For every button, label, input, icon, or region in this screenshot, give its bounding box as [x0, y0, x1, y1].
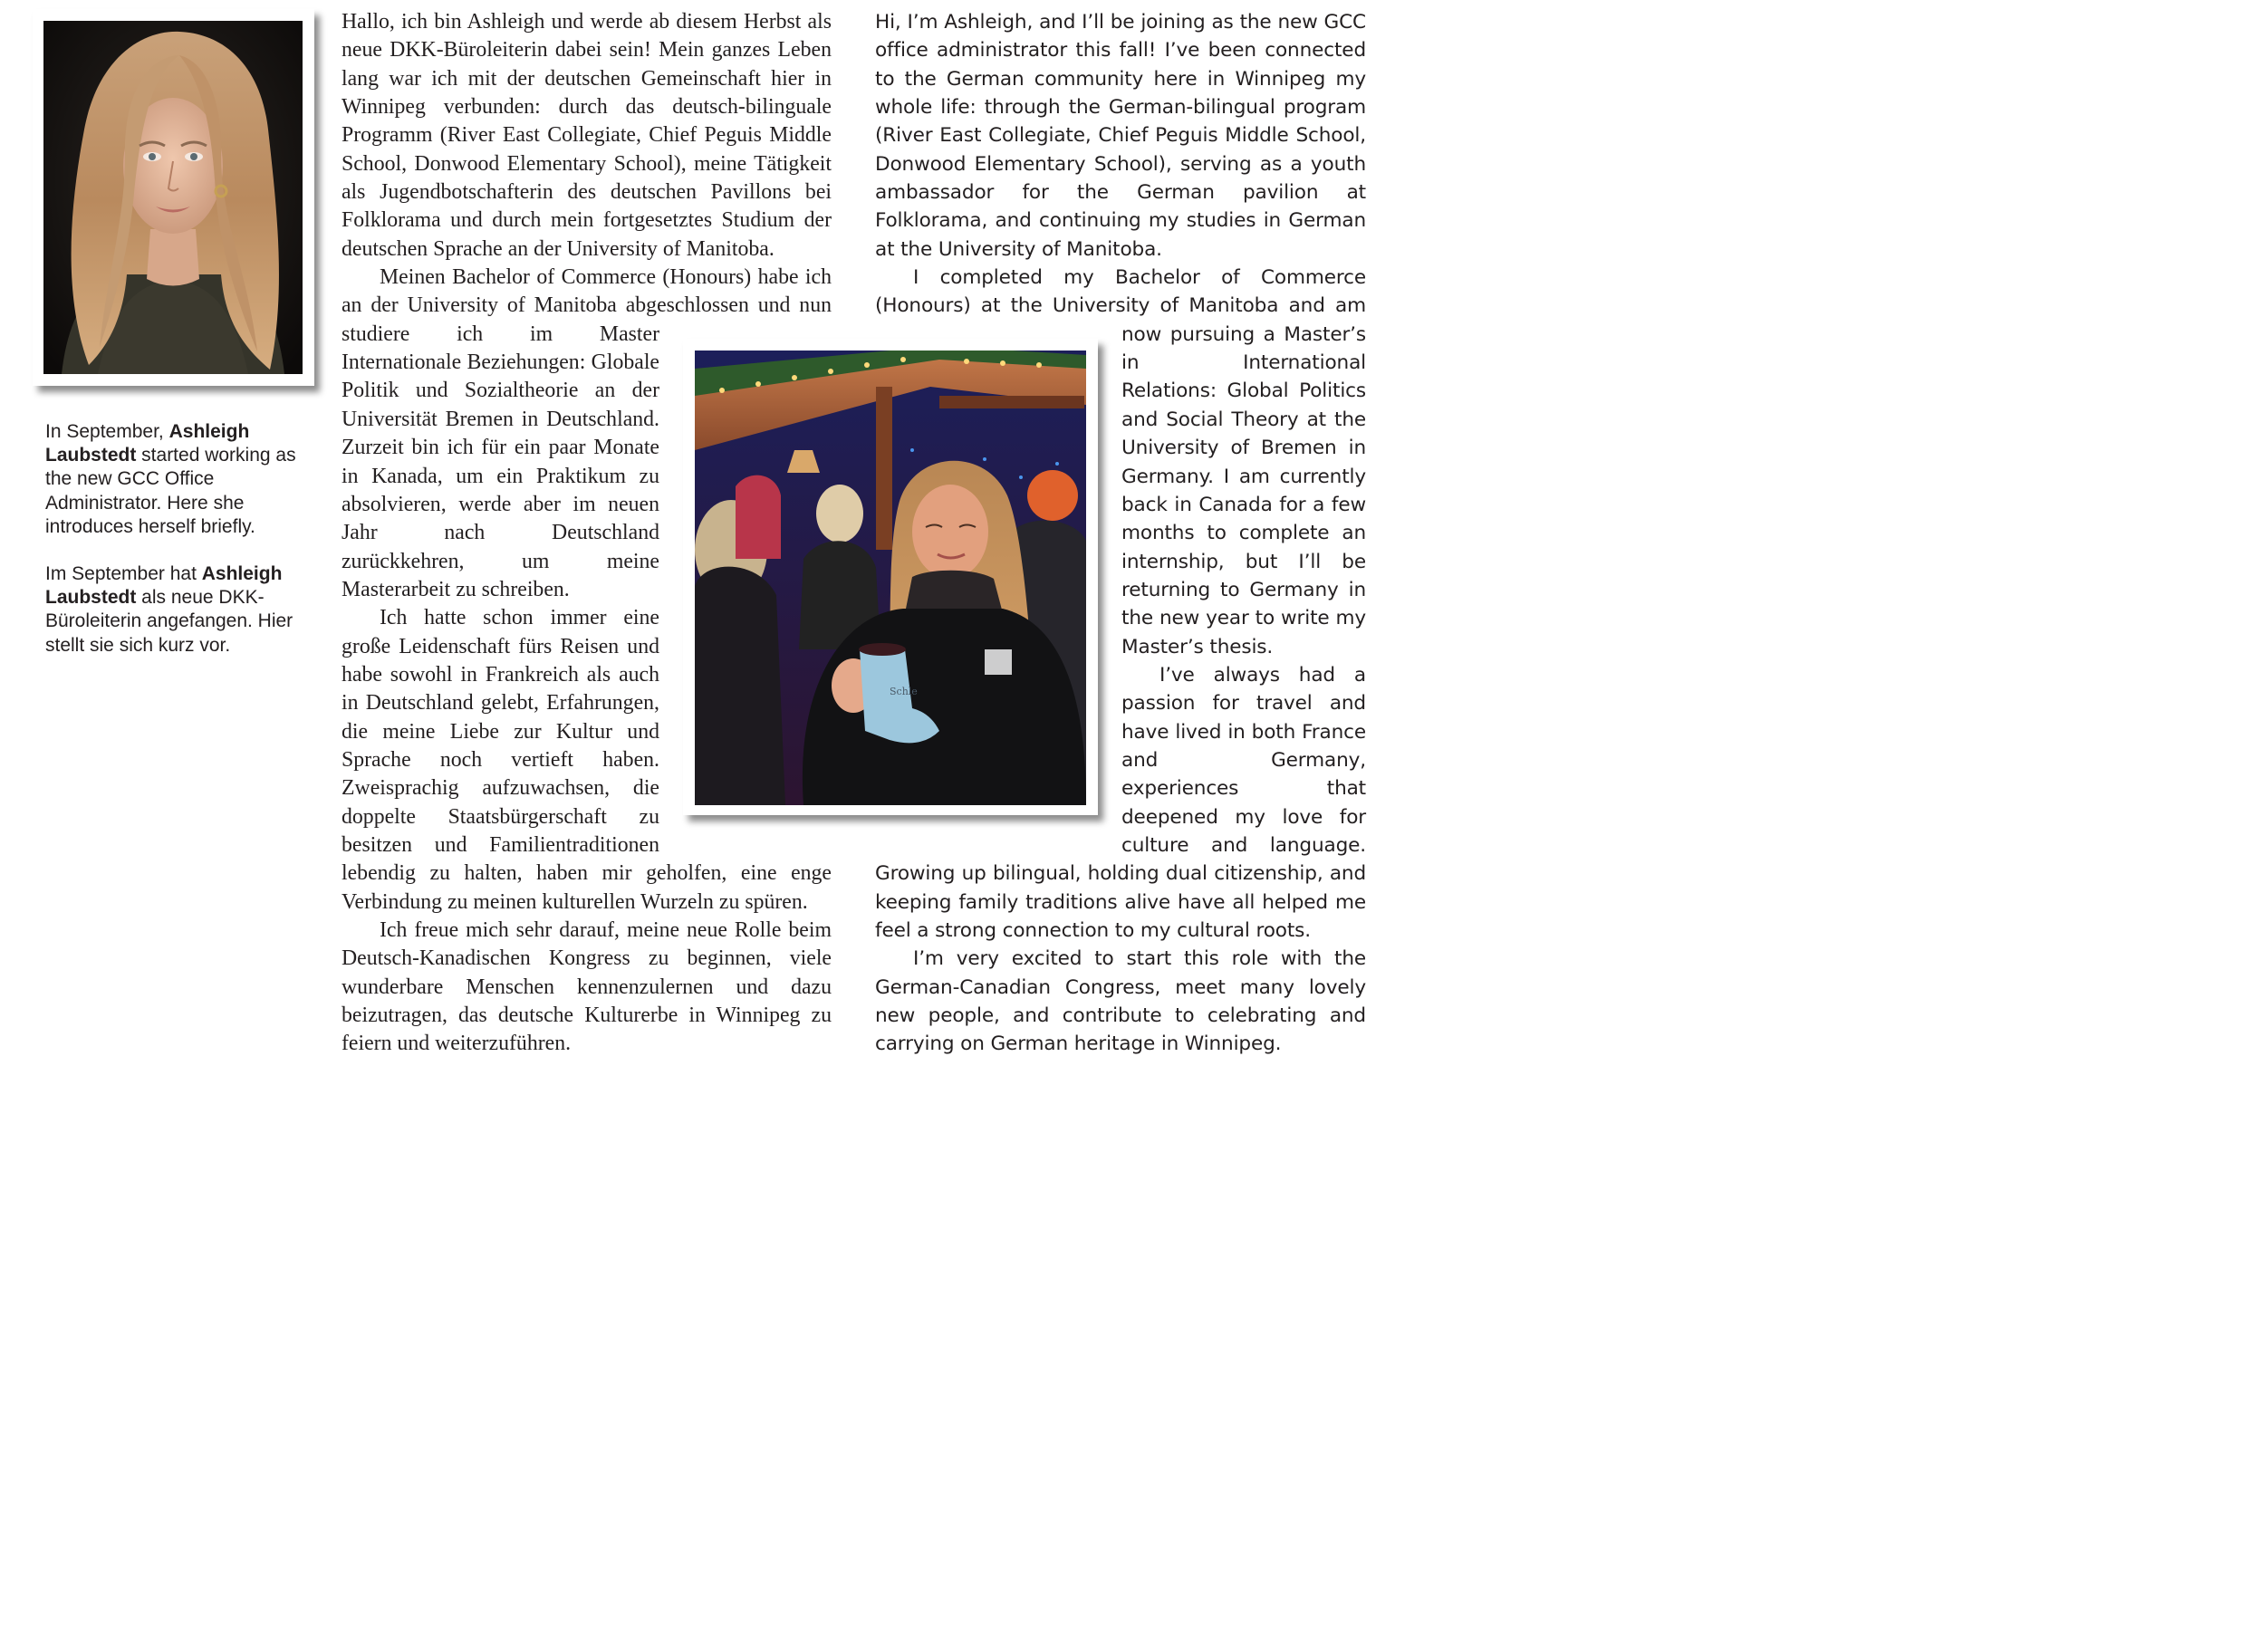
portrait-photo-frame [33, 9, 314, 386]
caption-de-name: Ashleigh Laubstedt [45, 563, 283, 609]
christmas-market-photo-frame [683, 339, 1098, 815]
caption-en-suffix: started working as the new GCC Office Administrator. Here she introduces herself briefly. [45, 445, 296, 537]
caption-en-prefix: In September, [45, 421, 169, 442]
english-paragraph: I’m very excited to start this role with the German-Canadian Congress, meet many lovely new people, and contribute to celebrating and carrying on German heritage in Winnipeg. [875, 947, 1366, 1056]
christmas-market-photo [695, 351, 1086, 805]
german-paragraph: Ich freue mich sehr darauf, meine neue Rolle beim Deutsch-Kanadischen Kongress zu beginnen, viele wunderbare Menschen kennenzulernen und dazu beizutragen, das deutsche Kulturerbe in Winnipeg zu feiern und weiterzuführen. [342, 918, 832, 1056]
english-paragraph: I’ve always had a passion for travel and have lived in both France and Germany, experiences that deepened my love for culture and language. Growing up bilingual, holding dual citizenship, and keeping family traditions alive have all helped me feel a strong connection to my cultural roots. [875, 663, 1366, 942]
german-paragraph: Ich hatte schon immer eine große Leidenschaft fürs Reisen und habe sowohl in Frankreich als auch in Deutschland gelebt, Erfahrungen, die meine Liebe zur Kultur und Sprache noch vertieft haben. Zweisprachig aufzuwachsen, die doppelte Staatsbürgerschaft zu besitzen und Familientraditionen lebendig zu halten, haben mir geholfen, eine enge Verbindung zu meinen kulturellen Wurzeln zu spüren. [342, 606, 832, 914]
caption-de-suffix: als neue DKK-Büroleiterin angefangen. Hier stellt sie sich kurz vor. [45, 587, 293, 656]
caption-de-prefix: Im September hat [45, 563, 202, 585]
photo-caption [45, 420, 317, 658]
english-paragraph: Hi, I’m Ashleigh, and I’ll be joining as the new GCC office administrator this fall! I’ve been connected to the German community here in Winnipeg my whole life: through the German-bilingual program (River East Collegiate, Chief Peguis Middle School, Donwood Elementary School), serving as a youth ambassador for the German pavilion at Folklorama, and continuing my studies in German at the University of Manitoba. [875, 11, 1366, 261]
portrait-photo [43, 21, 303, 374]
german-paragraph: Hallo, ich bin Ashleigh und werde ab diesem Herbst als neue DKK-Büroleiterin dabei sein! Mein ganzes Leben lang war ich mit der deutschen Gemeinschaft hier in Winnipeg verbunden: durch das deutsch-bilinguale Programm (River East Collegiate, Chief Peguis Middle School, Donwood Elementary School), meine Tätigkeit als Jugendbotschafterin des deutschen Pavillons bei Folklorama und durch mein fortgesetztes Studium der deutschen Sprache an der University of Manitoba. [342, 10, 832, 261]
caption-en-name: Ashleigh Laubstedt [45, 421, 250, 466]
caption-german [45, 562, 317, 658]
english-paragraph: I completed my Bachelor of Commerce (Honours) at the University of Manitoba and am now pursuing a Master’s in International Relations: Global Politics and Social Theory at the University of Bremen in Germany. I am currently back in Canada for a few months to complete an internship, but I’ll be returning to Germany in the new year to write my Master’s thesis. [875, 266, 1366, 658]
mug-text: Schle [890, 686, 918, 697]
german-paragraph: Meinen Bachelor of Commerce (Honours) habe ich an der University of Manitoba abgeschlossen und nun studiere ich im Master Internationale Beziehungen: Globale Politik und Sozialtheorie an der Universität Bremen in Deutschland. Zurzeit bin ich für ein paar Monate in Kanada, um ein Praktikum zu absolvieren, werde aber im neuen Jahr nach Deutschland zurückkehren, um meine Masterarbeit zu schreiben. [342, 265, 832, 601]
caption-english [45, 420, 317, 539]
